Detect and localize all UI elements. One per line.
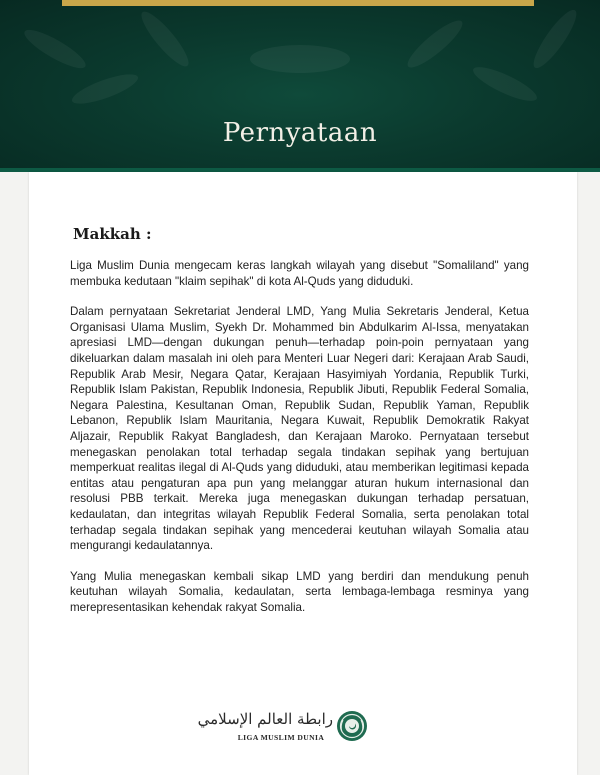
decorative-leaf (136, 6, 195, 71)
header-banner (0, 0, 600, 172)
decorative-leaf (402, 15, 467, 74)
decorative-leaf (528, 5, 583, 73)
paragraph-2: Dalam pernyataan Sekretariat Jenderal LMD, Yang Mulia Sekretaris Jenderal, Ketua Organisasi Ulama Muslim, Syekh Dr. Mohammed bin Abdulkarim Al-Issa, menyatakan apresiasi LMD—dengan dukungan penuh—terhadap poin-poin pernyataan yang dikeluarkan dalam masalah ini oleh para Menteri Luar Negeri dari: Kerajaan Arab Saudi, Republik Arab Mesir, Negara Qatar, Kerajaan Hasyimiyah Yordania, Republik Turki, Republik Islam Pakistan, Republik Indonesia, Republik Jibuti, Republik Federal Somalia, Negara Palestina, Kesultanan Oman, Republik Sudan, Republik Yaman, Republik Lebanon, Republik Islam Mauritania, Negara Kuwait, Republik Demokratik Rakyat Aljazair, Republik Rakyat Bangladesh, dan Kerajaan Maroko. Pernyataan tersebut menegaskan penolakan total terhadap segala tindakan sepihak yang bertujuan memperkuat realitas ilegal di Al-Quds yang diduduki, atau memberikan legitimasi kepada entitas atau pengaturan apa pun yang melanggar aturan hukum internasional dan resolusi PBB terkait. Mereka juga menegaskan dukungan terhadap persatuan, kedaulatan, dan integritas wilayah Republik Federal Somalia, serta penolakan total terhadap segala tindakan sepihak yang mencederai keutuhan wilayah Somalia atau mengurangi kedaulatannya. (70, 305, 529, 553)
paragraph-1: Liga Muslim Dunia mengecam keras langkah wilayah yang disebut "Somaliland" yang membuka kedutaan "klaim sepihak" di kota Al-Quds yang diduduki. (70, 259, 529, 288)
page-title: Pernyataan (222, 118, 378, 148)
paragraph-3: Yang Mulia menegaskan kembali sikap LMD yang berdiri dan mendukung penuh keutuhan wilayah Somalia, kedaulatan, serta lembaga-lembaga resminya yang merepresentasikan kehendak rakyat Somalia. (70, 569, 529, 614)
decorative-leaf (20, 24, 90, 75)
logo-arabic-text: رابطة العالم الإسلامي (197, 710, 333, 728)
decorative-leaf (469, 61, 540, 107)
decorative-leaf (69, 69, 141, 110)
mwl-logo (197, 708, 376, 748)
dateline: Makkah : (73, 225, 152, 243)
statement-body (70, 258, 529, 630)
emblem-icon (336, 710, 368, 742)
decorative-leaf (250, 45, 350, 73)
logo-latin-text: LIGA MUSLIM DUNIA (237, 733, 325, 742)
gold-accent-bar (62, 0, 534, 6)
